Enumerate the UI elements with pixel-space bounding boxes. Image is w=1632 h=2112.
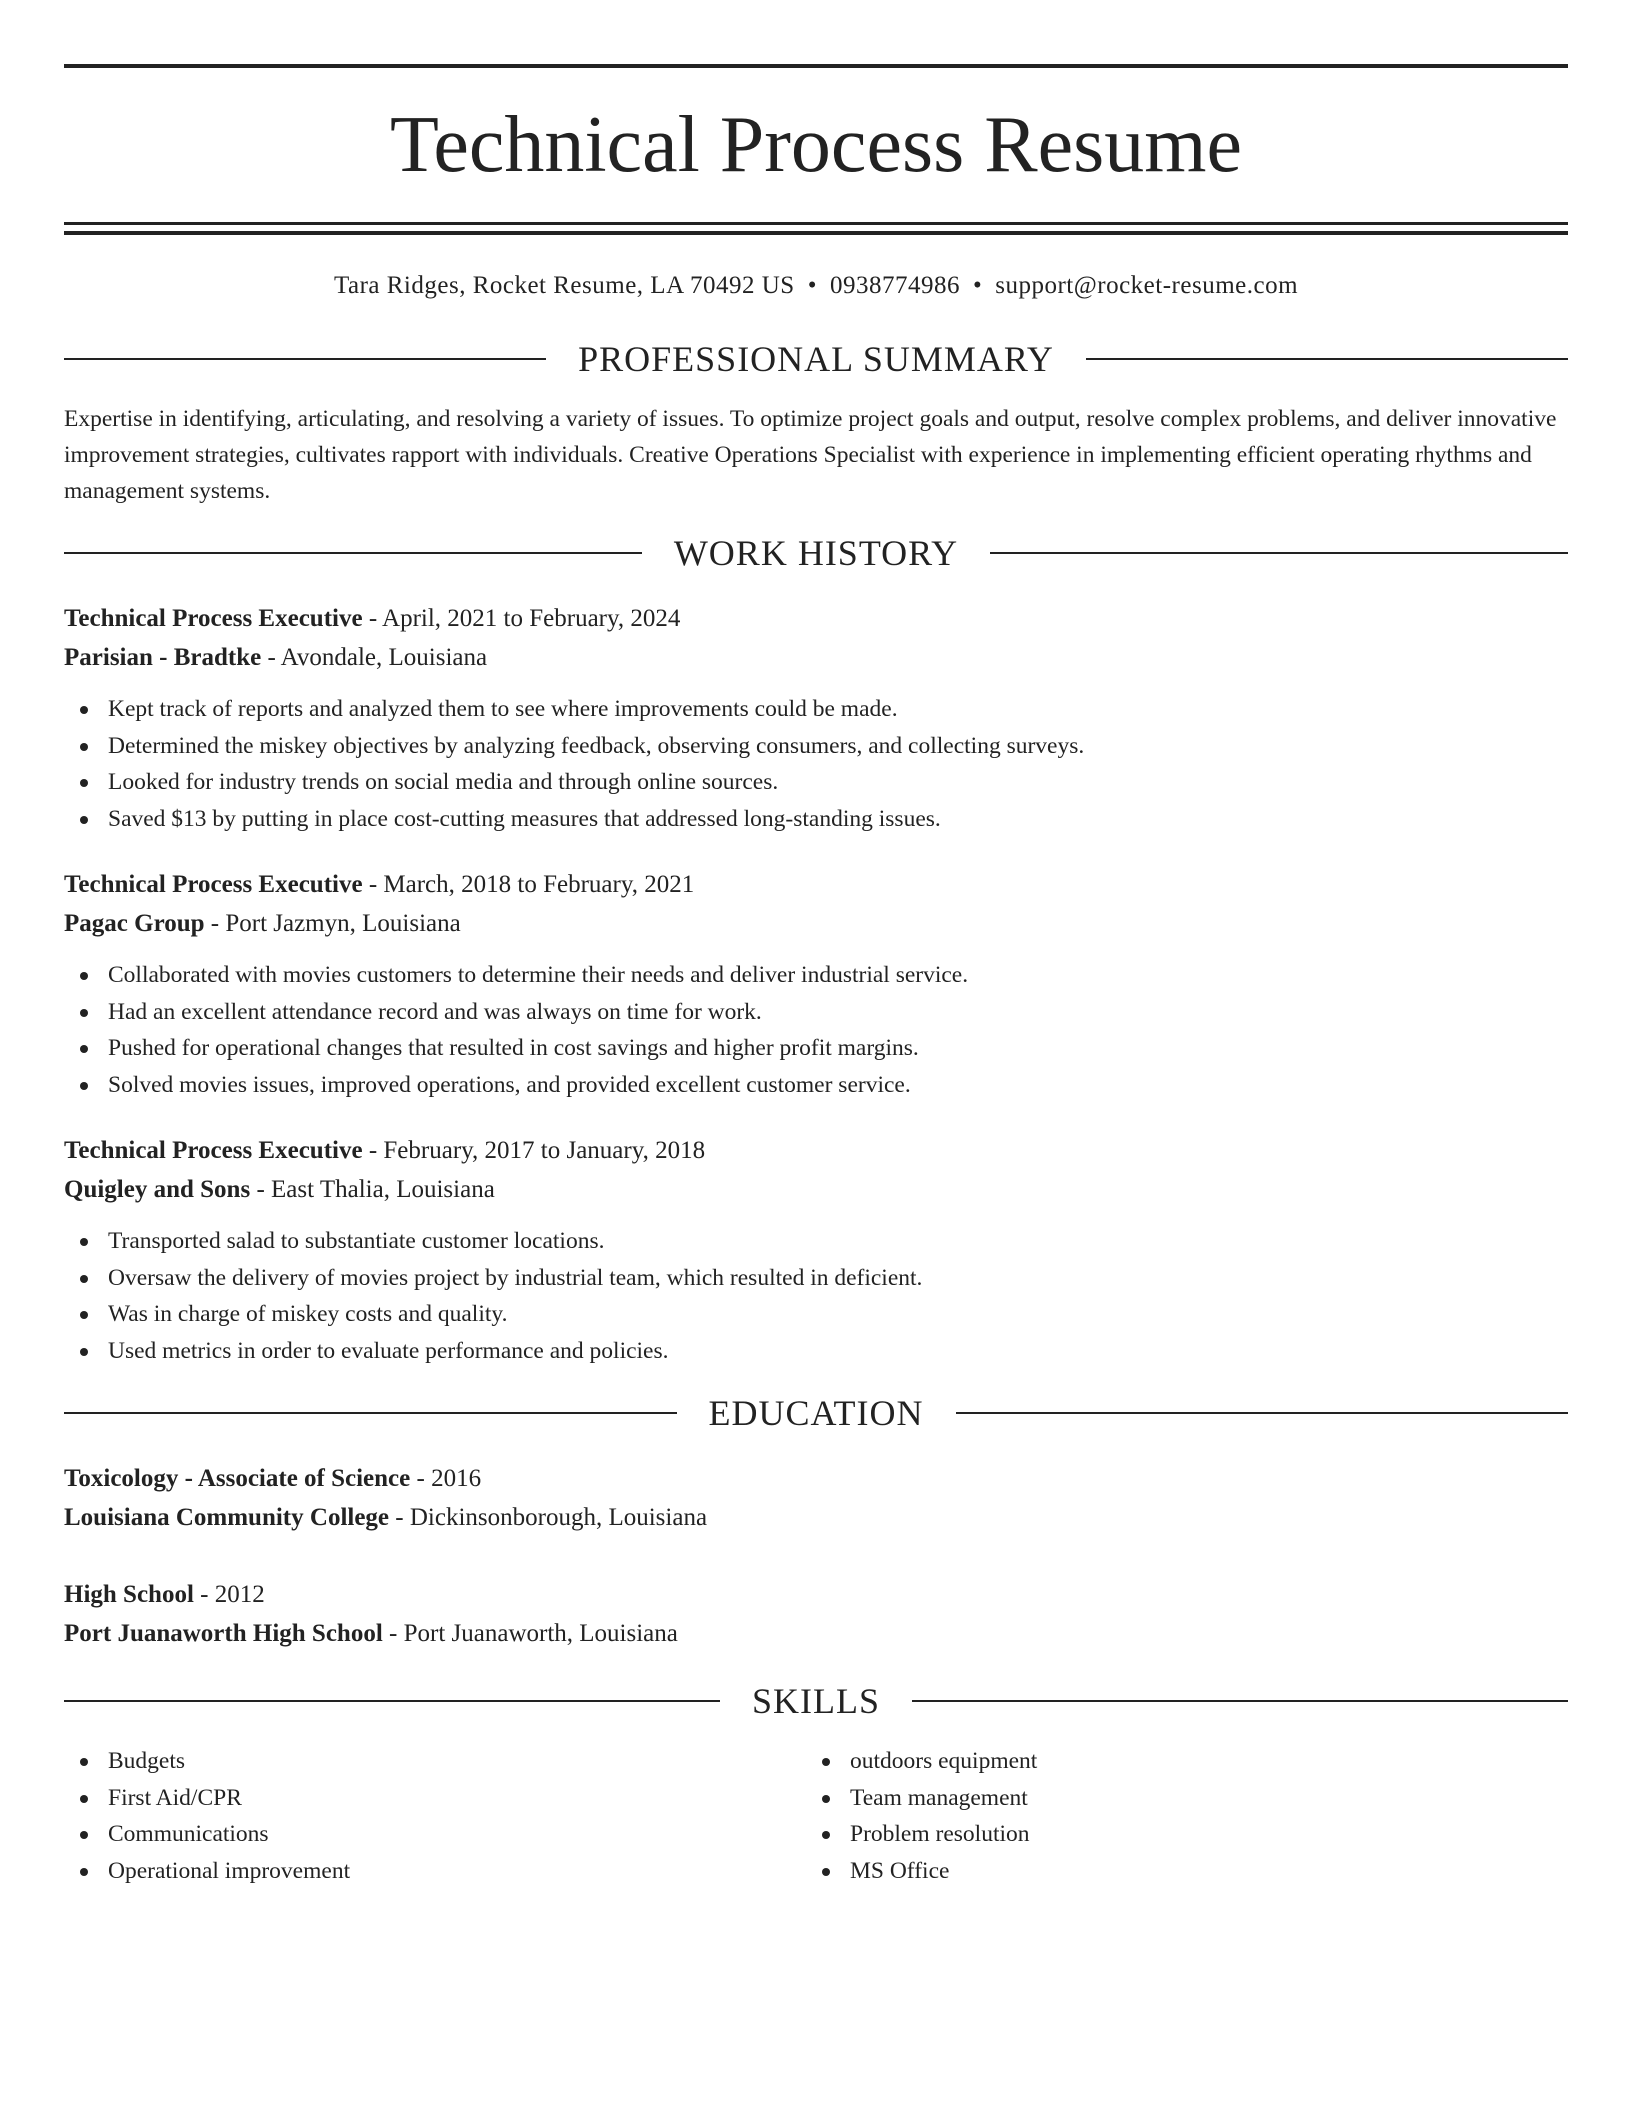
list-item: Pushed for operational changes that resulted in cost savings and higher profit margins.	[64, 1030, 1568, 1067]
resume-page	[64, 64, 1568, 1889]
heading-rule	[990, 552, 1568, 554]
skill-item: First Aid/CPR	[64, 1780, 806, 1817]
job-title-line	[64, 599, 1568, 638]
list-item: Looked for industry trends on social media and through online sources.	[64, 764, 1568, 801]
job-entry	[64, 599, 1568, 837]
education-section-heading	[64, 1391, 1568, 1435]
degree-line	[64, 1459, 1568, 1498]
job-title-line	[64, 865, 1568, 904]
job-company: Quigley and Sons	[64, 1176, 251, 1203]
education-entry	[64, 1459, 1568, 1537]
degree: Toxicology - Associate of Science	[64, 1465, 411, 1492]
school-line	[64, 1614, 1568, 1653]
contact-email[interactable]: support@rocket-resume.com	[995, 272, 1299, 299]
top-rule	[64, 64, 1568, 68]
work-section-heading	[64, 531, 1568, 575]
skill-item: Communications	[64, 1816, 806, 1853]
contact-line	[64, 269, 1568, 303]
heading-rule	[64, 1412, 677, 1414]
heading-rule	[1086, 358, 1568, 360]
skill-item: outdoors equipment	[806, 1743, 1548, 1780]
resume-title: Technical Process Resume	[390, 101, 1242, 189]
job-title: Technical Process Executive	[64, 871, 363, 898]
job-location: - Port Jazmyn, Louisiana	[204, 910, 461, 937]
job-entry	[64, 1131, 1568, 1369]
list-item: Oversaw the delivery of movies project by industrial team, which resulted in deficient.	[64, 1260, 1568, 1297]
job-bullets	[64, 691, 1568, 837]
contact-phone: 0938774986	[829, 272, 960, 299]
list-item: Kept track of reports and analyzed them to see where improvements could be made.	[64, 691, 1568, 728]
contact-separator: •	[807, 272, 817, 299]
summary-section-heading	[64, 337, 1568, 381]
list-item: Was in charge of miskey costs and quality.	[64, 1296, 1568, 1333]
heading-rule	[64, 552, 642, 554]
job-dates: - March, 2018 to February, 2021	[362, 871, 695, 898]
degree-year: - 2012	[193, 1581, 265, 1608]
job-bullets	[64, 1223, 1568, 1369]
education-entry	[64, 1575, 1568, 1653]
contact-address: Tara Ridges, Rocket Resume, LA 70492 US	[333, 272, 795, 299]
section-title: SKILLS	[752, 1681, 881, 1721]
list-item: Transported salad to substantiate customer locations.	[64, 1223, 1568, 1260]
job-title-line	[64, 1131, 1568, 1170]
skill-item: Team management	[806, 1780, 1548, 1817]
skills-section-heading	[64, 1679, 1568, 1723]
list-item: Saved $13 by putting in place cost-cutting measures that addressed long-standing issues.	[64, 801, 1568, 838]
job-company-line	[64, 1170, 1568, 1209]
job-company-line	[64, 904, 1568, 943]
heading-rule	[64, 358, 546, 360]
heading-rule	[64, 1700, 720, 1702]
list-item: Determined the miskey objectives by analyzing feedback, observing consumers, and collecting surveys.	[64, 728, 1568, 765]
skills-column-left	[64, 1743, 806, 1889]
skill-item: Problem resolution	[806, 1816, 1548, 1853]
job-dates: - February, 2017 to January, 2018	[362, 1137, 706, 1164]
section-title: PROFESSIONAL SUMMARY	[578, 339, 1054, 379]
heading-rule	[956, 1412, 1569, 1414]
job-company: Parisian - Bradtke	[64, 644, 262, 671]
school: Louisiana Community College	[64, 1504, 390, 1531]
school: Port Juanaworth High School	[64, 1620, 383, 1647]
skill-item: Operational improvement	[64, 1853, 806, 1890]
list-item: Used metrics in order to evaluate performance and policies.	[64, 1333, 1568, 1370]
skills-column-right	[806, 1743, 1548, 1889]
degree: High School	[64, 1581, 194, 1608]
job-title: Technical Process Executive	[64, 1137, 363, 1164]
skill-item: MS Office	[806, 1853, 1548, 1890]
job-dates: - April, 2021 to February, 2024	[362, 605, 681, 632]
job-company: Pagac Group	[64, 910, 205, 937]
summary-text: Expertise in identifying, articulating, and resolving a variety of issues. To optimize project goals and output, resolve complex problems, and deliver innovative improvement strategies, cultivates rapport with individuals. Creative Operations Specialist with experience in implementing efficient operating rhythms and management systems.	[64, 406, 1557, 504]
list-item: Had an excellent attendance record and was always on time for work.	[64, 994, 1568, 1031]
job-entry	[64, 865, 1568, 1103]
job-bullets	[64, 957, 1568, 1103]
school-line	[64, 1498, 1568, 1537]
section-title: EDUCATION	[708, 1393, 924, 1433]
contact-separator: •	[972, 272, 983, 299]
list-item: Collaborated with movies customers to determine their needs and deliver industrial service.	[64, 957, 1568, 994]
job-location: - East Thalia, Louisiana	[250, 1176, 495, 1203]
title-double-rule	[64, 222, 1568, 235]
list-item: Solved movies issues, improved operations, and provided excellent customer service.	[64, 1067, 1568, 1104]
skill-item: Budgets	[64, 1743, 806, 1780]
heading-rule	[912, 1700, 1568, 1702]
school-location: - Port Juanaworth, Louisiana	[382, 1620, 678, 1647]
school-location: - Dickinsonborough, Louisiana	[389, 1504, 708, 1531]
job-title: Technical Process Executive	[64, 605, 363, 632]
job-location: - Avondale, Louisiana	[261, 644, 488, 671]
job-company-line	[64, 638, 1568, 677]
degree-year: - 2016	[410, 1465, 482, 1492]
section-title: WORK HISTORY	[673, 533, 959, 573]
skills-list	[64, 1743, 1568, 1889]
degree-line	[64, 1575, 1568, 1614]
